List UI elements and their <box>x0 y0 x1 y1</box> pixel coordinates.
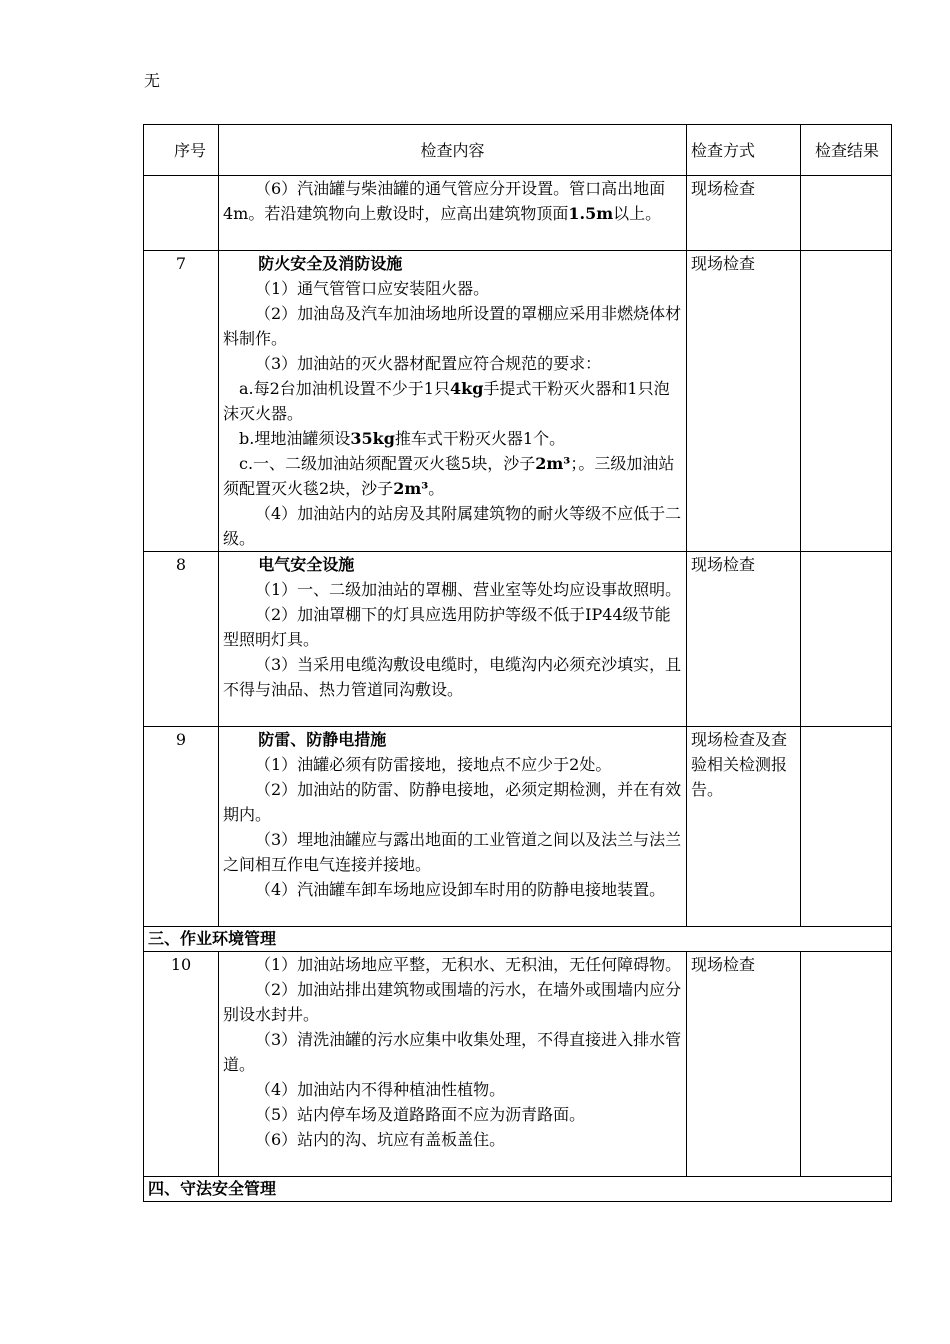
row-10-item: （2）加油站排出建筑物或围墙的污水，在墙外或围墙内应分别设水封井。 <box>223 980 682 1024</box>
row-8-no: 8 <box>175 555 187 574</box>
row-content-cell <box>219 552 687 727</box>
row-9-item: （4）汽油罐车卸车场地应设卸车时用的防静电接地装置。 <box>255 880 666 899</box>
row-6-text: （6）汽油罐与柴油罐的通气管应分开设置。管口高出地面4m。若沿建筑物向上敷设时，应高出建筑物顶面1.5m以上。 <box>223 179 666 223</box>
row-7-item-b: b.埋地油罐须设35kg推车式干粉灭火器1个。 <box>239 429 566 448</box>
row-10-item: （4）加油站内不得种植油性植物。 <box>255 1080 506 1099</box>
section-row <box>144 927 892 952</box>
row-no-cell <box>144 176 219 251</box>
header-no-label: 序号 <box>173 140 206 160</box>
row-content-cell <box>219 176 687 251</box>
row-no-cell <box>144 952 219 1177</box>
table-header-row <box>144 125 892 176</box>
row-8-title: 电气安全设施 <box>258 555 355 574</box>
row-7-method: 现场检查 <box>691 254 756 273</box>
row-7-item: （3）加油站的灭火器材配置应符合规范的要求： <box>255 354 602 373</box>
row-7-item: （2）加油岛及汽车加油场地所设置的罩棚应采用非燃烧体材料制作。 <box>223 304 682 348</box>
row-10-item: （6）站内的沟、坑应有盖板盖住。 <box>255 1130 506 1149</box>
row-content-cell <box>219 727 687 927</box>
row-7-item-c: c.一、二级加油站须配置灭火毯5块，沙子2m³；。三级加油站须配置灭火毯2块，沙子2m³。 <box>223 454 675 498</box>
row-method-cell <box>687 727 801 927</box>
row-10-no: 10 <box>170 955 192 974</box>
row-9-item: （1）油罐必须有防雷接地，接地点不应少于2处。 <box>255 755 612 774</box>
table-row <box>144 176 892 251</box>
header-mark: 无 <box>144 71 161 90</box>
row-9-no: 9 <box>175 730 187 749</box>
row-7-no: 7 <box>175 254 187 273</box>
row-8-item: （1）一、二级加油站的罩棚、营业室等处均应设事故照明。 <box>255 580 682 599</box>
row-9-title: 防雷、防静电措施 <box>258 730 387 749</box>
row-method-cell <box>687 251 801 552</box>
row-method-cell <box>687 552 801 727</box>
row-7-item: （1）通气管管口应安装阻火器。 <box>255 279 490 298</box>
row-method-cell <box>687 952 801 1177</box>
table-row <box>144 727 892 927</box>
row-content-cell <box>219 251 687 552</box>
header-result-label: 检查结果 <box>814 140 879 160</box>
header-method <box>687 125 801 176</box>
row-9-method: 现场检查及查验相关检测报告。 <box>691 730 788 799</box>
header-no <box>144 125 219 176</box>
header-content <box>219 125 687 176</box>
row-6-method: 现场检查 <box>691 179 756 198</box>
row-9-item: （3）埋地油罐应与露出地面的工业管道之间以及法兰与法兰之间相互作电气连接并接地。 <box>223 830 682 874</box>
row-10-item: （1）加油站场地应平整，无积水、无积油，无任何障碍物。 <box>255 955 682 974</box>
row-10-item: （5）站内停车场及道路路面不应为沥青路面。 <box>255 1105 586 1124</box>
section-row <box>144 1177 892 1202</box>
row-10-item: （3）清洗油罐的污水应集中收集处理，不得直接进入排水管道。 <box>223 1030 682 1074</box>
row-result-cell <box>801 727 892 927</box>
row-10-method: 现场检查 <box>691 955 756 974</box>
row-8-item: （2）加油罩棚下的灯具应选用防护等级不低于IP44级节能型照明灯具。 <box>223 605 671 649</box>
row-7-item: （4）加油站内的站房及其附属建筑物的耐火等级不应低于二级。 <box>223 504 682 548</box>
row-no-cell <box>144 251 219 552</box>
row-result-cell <box>801 176 892 251</box>
row-content-cell <box>219 952 687 1177</box>
row-result-cell <box>801 552 892 727</box>
table-row <box>144 251 892 552</box>
row-result-cell <box>801 952 892 1177</box>
inspection-table <box>143 124 892 1202</box>
table-row <box>144 552 892 727</box>
row-result-cell <box>801 251 892 552</box>
row-7-item-a: a.每2台加油机设置不少于1只4kg手提式干粉灭火器和1只泡沫灭火器。 <box>223 379 670 423</box>
section-heading-3: 三、作业环境管理 <box>144 927 892 952</box>
row-8-item: （3）当采用电缆沟敷设电缆时，电缆沟内必须充沙填实，且不得与油品、热力管道同沟敷设。 <box>223 655 682 699</box>
header-method-label: 检查方式 <box>691 140 756 160</box>
table-row <box>144 952 892 1177</box>
row-8-method: 现场检查 <box>691 555 756 574</box>
header-result <box>801 125 892 176</box>
header-content-label: 检查内容 <box>420 140 485 160</box>
section-heading-4: 四、守法安全管理 <box>144 1177 892 1202</box>
row-9-item: （2）加油站的防雷、防静电接地，必须定期检测，并在有效期内。 <box>223 780 682 824</box>
row-method-cell <box>687 176 801 251</box>
row-7-title: 防火安全及消防设施 <box>258 254 403 273</box>
row-no-cell <box>144 552 219 727</box>
row-no-cell <box>144 727 219 927</box>
